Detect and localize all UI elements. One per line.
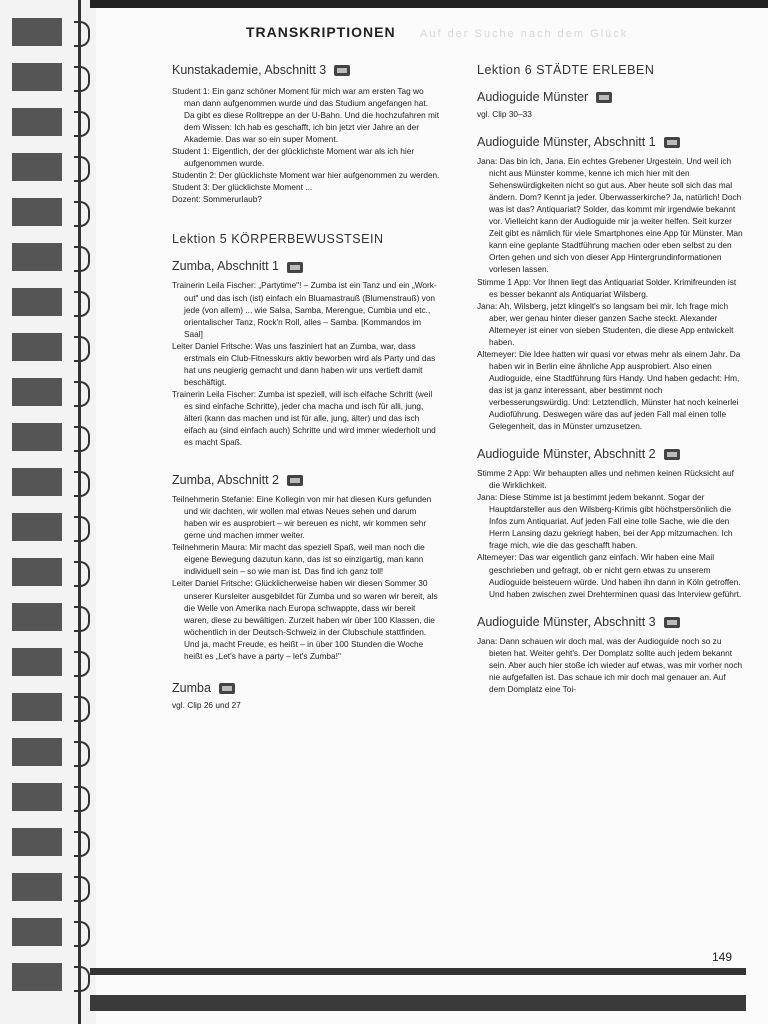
transcript-line: Jana: Diese Stimme ist ja bestimmt jedem bekannt. Sogar der Hauptdarsteller aus den Wilsberg-Krimis gibt höchstpersönlich die Infos zum Antiquariat. Auf jeden Fall eine tolle Sache, wie die den Herrn Lansing dazu gekriegt haben, bei der App mitzumachen. Ich frage mich, wie die das geschafft haben.	[477, 492, 733, 551]
binding-bar	[12, 648, 62, 676]
binding-ring	[74, 516, 90, 542]
binding-ring	[74, 606, 90, 632]
section-heading: Audioguide Münster, Abschnitt 1	[477, 134, 743, 151]
section-heading: Kunstakademie, Abschnitt 3	[172, 62, 440, 79]
binding-ring	[74, 966, 90, 992]
binding-ring	[74, 831, 90, 857]
top-shadow	[90, 0, 768, 8]
binding-ring	[74, 201, 90, 227]
binding-ring	[74, 111, 90, 137]
binding-bar	[12, 243, 62, 271]
transcript-block	[477, 467, 743, 600]
transcript-line: Stimme 1 App: Vor Ihnen liegt das Antiquariat Solder. Krimifreunden ist es besser bekannt als Antiquariat Wilsberg.	[477, 276, 737, 299]
transcript-line: Teilnehmerin Stefanie: Eine Kollegin von mir hat diesen Kurs gefunden und wir dachten, wir wollen mal etwas Neues sehen und darum haben wir es ausprobiert – wir bereuen es nicht, wir kommen sehr gerne und machen immer weiter.	[172, 494, 432, 541]
spiral-binding	[0, 0, 96, 1024]
video-icon	[334, 65, 350, 76]
transcript-line: Studentin 2: Der glücklichste Moment war hier aufgenommen zu werden.	[172, 170, 440, 181]
section-heading: Audioguide Münster, Abschnitt 3	[477, 614, 743, 631]
binding-bar	[12, 198, 62, 226]
binding-bar	[12, 513, 62, 541]
section-heading: Audioguide Münster	[477, 89, 743, 106]
binding-bar	[12, 738, 62, 766]
transcript-block	[172, 493, 440, 662]
transcript-line: Leiter Daniel Fritsche: Glücklicherweise haben wir diesen Sommer 30 unserer Kursleiter ausgebildet für Zumba und so waren wir bereit, als die Welle von Amerika nach Europa schwappte, dass wir bereit waren, diese zu bewältigen. Zurzeit haben wir über 100 Klassen, die wöchentlich in der Deutsch-Schweiz in der Clubschule stattfinden. Und ja, macht Freude, es heißt – in über 100 Stunden die Woche heißt es „Let's have a party – let's Zumba!"	[172, 578, 438, 661]
binding-bar	[12, 288, 62, 316]
binding-bar	[12, 558, 62, 586]
binding-ring	[74, 336, 90, 362]
binding-ring	[74, 246, 90, 272]
transcript-line: Altemeyer: Das war eigentlich ganz einfach. Wir haben eine Mail geschrieben und gefragt, ob er nicht gern etwas zu unserem Audioguide beisteuern würde. Und haben ihn dann in Köln getroffen. Und haben zwischen zwei Drehterminen quasi das Interview geführt.	[477, 552, 742, 599]
video-icon	[287, 475, 303, 486]
binding-ring	[74, 426, 90, 452]
binding-bar	[12, 918, 62, 946]
left-column	[172, 62, 440, 711]
binding-edge	[78, 0, 81, 1024]
transcript-line: Trainerin Leila Fischer: Zumba ist speziell, will isch eifache Schritt (weil es sind einfache Schritte), jeder cha macha und isch für alli, jung, älteri (kann das machen und ist für alle, jung, älter) und das isch eifach au (sind einfach auch) Schritte und wird immer wiederholt und es macht Spaß.	[172, 388, 436, 448]
transcript-line: Jana: Dann schauen wir doch mal, was der Audioguide noch so zu bieten hat. Weiter geht's. Der Domplatz sollte auch jedem bekannt sein. Aber auch hier stoße ich wieder auf etwas, was mir vorher noch nie aufgefallen ist. Das schaue ich mir doch mal genauer an. Auf dem Domplatz eine Toi-	[477, 635, 743, 694]
transcript-block	[172, 85, 440, 205]
binding-ring	[74, 876, 90, 902]
faded-title: Auf der Suche nach dem Glück	[420, 28, 629, 40]
binding-ring	[74, 21, 90, 47]
binding-ring	[74, 651, 90, 677]
binding-bar	[12, 18, 62, 46]
binding-bar	[12, 828, 62, 856]
transcript-line: Altemeyer: Die Idee hatten wir quasi vor etwas mehr als einem Jahr. Da haben wir in Berlin eine ähnliche App ausprobiert. Also einen Audioguide, eine Stadtführung fürs Handy. Und haben gedacht: Hm, das ist ja ganz interessant, aber bestimmt noch verbesserungswürdig. Und: Letztendlich, Münster hat noch keinerlei Audioführung. Deswegen wäre das auf jeden Fall mal einen tolle Gelegenheit, das in Münster umzusetzen.	[477, 348, 741, 432]
lesson-heading: Lektion 5 KÖRPERBEWUSSTSEIN	[172, 232, 384, 247]
binding-ring	[74, 741, 90, 767]
video-icon	[664, 449, 680, 460]
transcript-line: Leiter Daniel Fritsche: Was uns fasziniert hat an Zumba, war, dass erstmals ein Club-Fitnesskurs aktiv beworben wird als Party und das hat uns neugierig gemacht und dann haben wir uns vertieft damit beschäftigt.	[172, 340, 436, 387]
binding-bar	[12, 783, 62, 811]
binding-bar	[12, 423, 62, 451]
transcript-line: Student 1: Eigentlich, der der glücklichste Moment war als ich hier aufgenommen wurde.	[172, 146, 415, 169]
binding-ring	[74, 471, 90, 497]
binding-bar	[12, 468, 62, 496]
binding-bar	[12, 603, 62, 631]
binding-ring	[74, 156, 90, 182]
transcript-line: Trainerin Leila Fischer: „Partytime"! – Zumba ist ein Tanz und ein „Work-out" und das isch (ist) einfach ein Bluamastrauß (Blumenstrauß) von jede (von allem) ... wie Salsa, Samba, Merengue, Cumbia und etc., orientalischer Tanz, Rock'n Roll, alles – Samba. [Kommandos im Saal]	[172, 280, 437, 339]
binding-bar	[12, 108, 62, 136]
binding-bar	[12, 333, 62, 361]
video-icon	[219, 683, 235, 694]
binding-ring	[74, 696, 90, 722]
page-title: TRANSKRIPTIONEN	[246, 24, 396, 40]
binding-ring	[74, 381, 90, 407]
binding-ring	[74, 561, 90, 587]
transcript-line: Jana: Ah, Wilsberg, jetzt klingelt's so langsam bei mir. Ich frage mich aber, wer genau hinter dieser ganzen Sache steckt. Alexander Altemeyer ist einer von sieben Studenten, die diese App entwickelt haben.	[477, 300, 734, 347]
binding-bar	[12, 873, 62, 901]
section-heading: Zumba, Abschnitt 2	[172, 472, 440, 489]
video-icon	[664, 617, 680, 628]
transcript-block	[477, 635, 743, 695]
clip-reference: vgl. Clip 26 und 27	[172, 699, 241, 710]
binding-bar	[12, 153, 62, 181]
transcript-line: Teilnehmerin Maura: Mir macht das speziell Spaß, weil man noch die eigene Bewegung dazutun kann, das ist so einzigartig, man kann individuell sein – so wie man ist. Das find ich ganz toll!	[172, 542, 425, 577]
transcript-block	[477, 155, 743, 432]
lesson-heading: Lektion 6 STÄDTE ERLEBEN	[477, 63, 655, 77]
binding-ring	[74, 66, 90, 92]
transcript-line: Student 3: Der glücklichste Moment ...	[172, 182, 313, 193]
transcript-block	[172, 279, 440, 448]
binding-ring	[74, 921, 90, 947]
binding-ring	[74, 291, 90, 317]
transcript-line: Stimme 2 App: Wir behaupten alles und nehmen keinen Rücksicht auf die Wirklichkeit.	[477, 468, 734, 491]
transcript-line: Dozent: Sommerurlaub?	[172, 194, 262, 205]
bottom-rule	[90, 968, 746, 975]
bottom-shadow	[90, 995, 746, 1011]
binding-bar	[12, 378, 62, 406]
section-heading: Audioguide Münster, Abschnitt 2	[477, 446, 743, 463]
binding-bar	[12, 63, 62, 91]
transcript-line: Jana: Das bin ich, Jana. Ein echtes Grebener Urgestein. Und weil ich nicht aus Münster komme, kenne ich mich hier mit den Sehenswürdigkeiten nicht so gut aus. Aber heute soll sich das mal ändern. Dom? Kennt ja jeder. Überwasserkirche? Ja, natürlich! Doch was ist das? Antiquariat? Solder, das kommt mir irgendwie bekannt vor. Vielleicht kann der Audioguide mir ja weiter helfen. Seit kurzer Zeit gibt es nämlich für viele Smartphones eine App für Münster. Man kann eine geplante Stadtführung machen oder eben selbst zu den Orten gehen und sich von dieser App Hintergrundinformationen vorlesen lassen.	[477, 156, 743, 275]
section-heading: Zumba	[172, 680, 440, 697]
clip-reference: vgl. Clip 30–33	[477, 109, 532, 119]
section-heading: Zumba, Abschnitt 1	[172, 258, 440, 275]
binding-ring	[74, 786, 90, 812]
binding-bar	[12, 963, 62, 991]
video-icon	[596, 92, 612, 103]
transcript-line: Student 1: Ein ganz schöner Moment für mich war am ersten Tag wo man dann aufgenommen wurde und das Studium angefangen hat. Da gibt es diese Rolltreppe an der U-Bahn. Und die hochzufahren mit dem Wissen: Ich hab es geschafft, ich bin jetzt vier Jahre an der Akademie. Das war so ein super Moment.	[172, 86, 440, 145]
page-number: 149	[712, 950, 733, 964]
right-column	[477, 62, 743, 695]
video-icon	[287, 262, 303, 273]
binding-bar	[12, 693, 62, 721]
video-icon	[664, 137, 680, 148]
